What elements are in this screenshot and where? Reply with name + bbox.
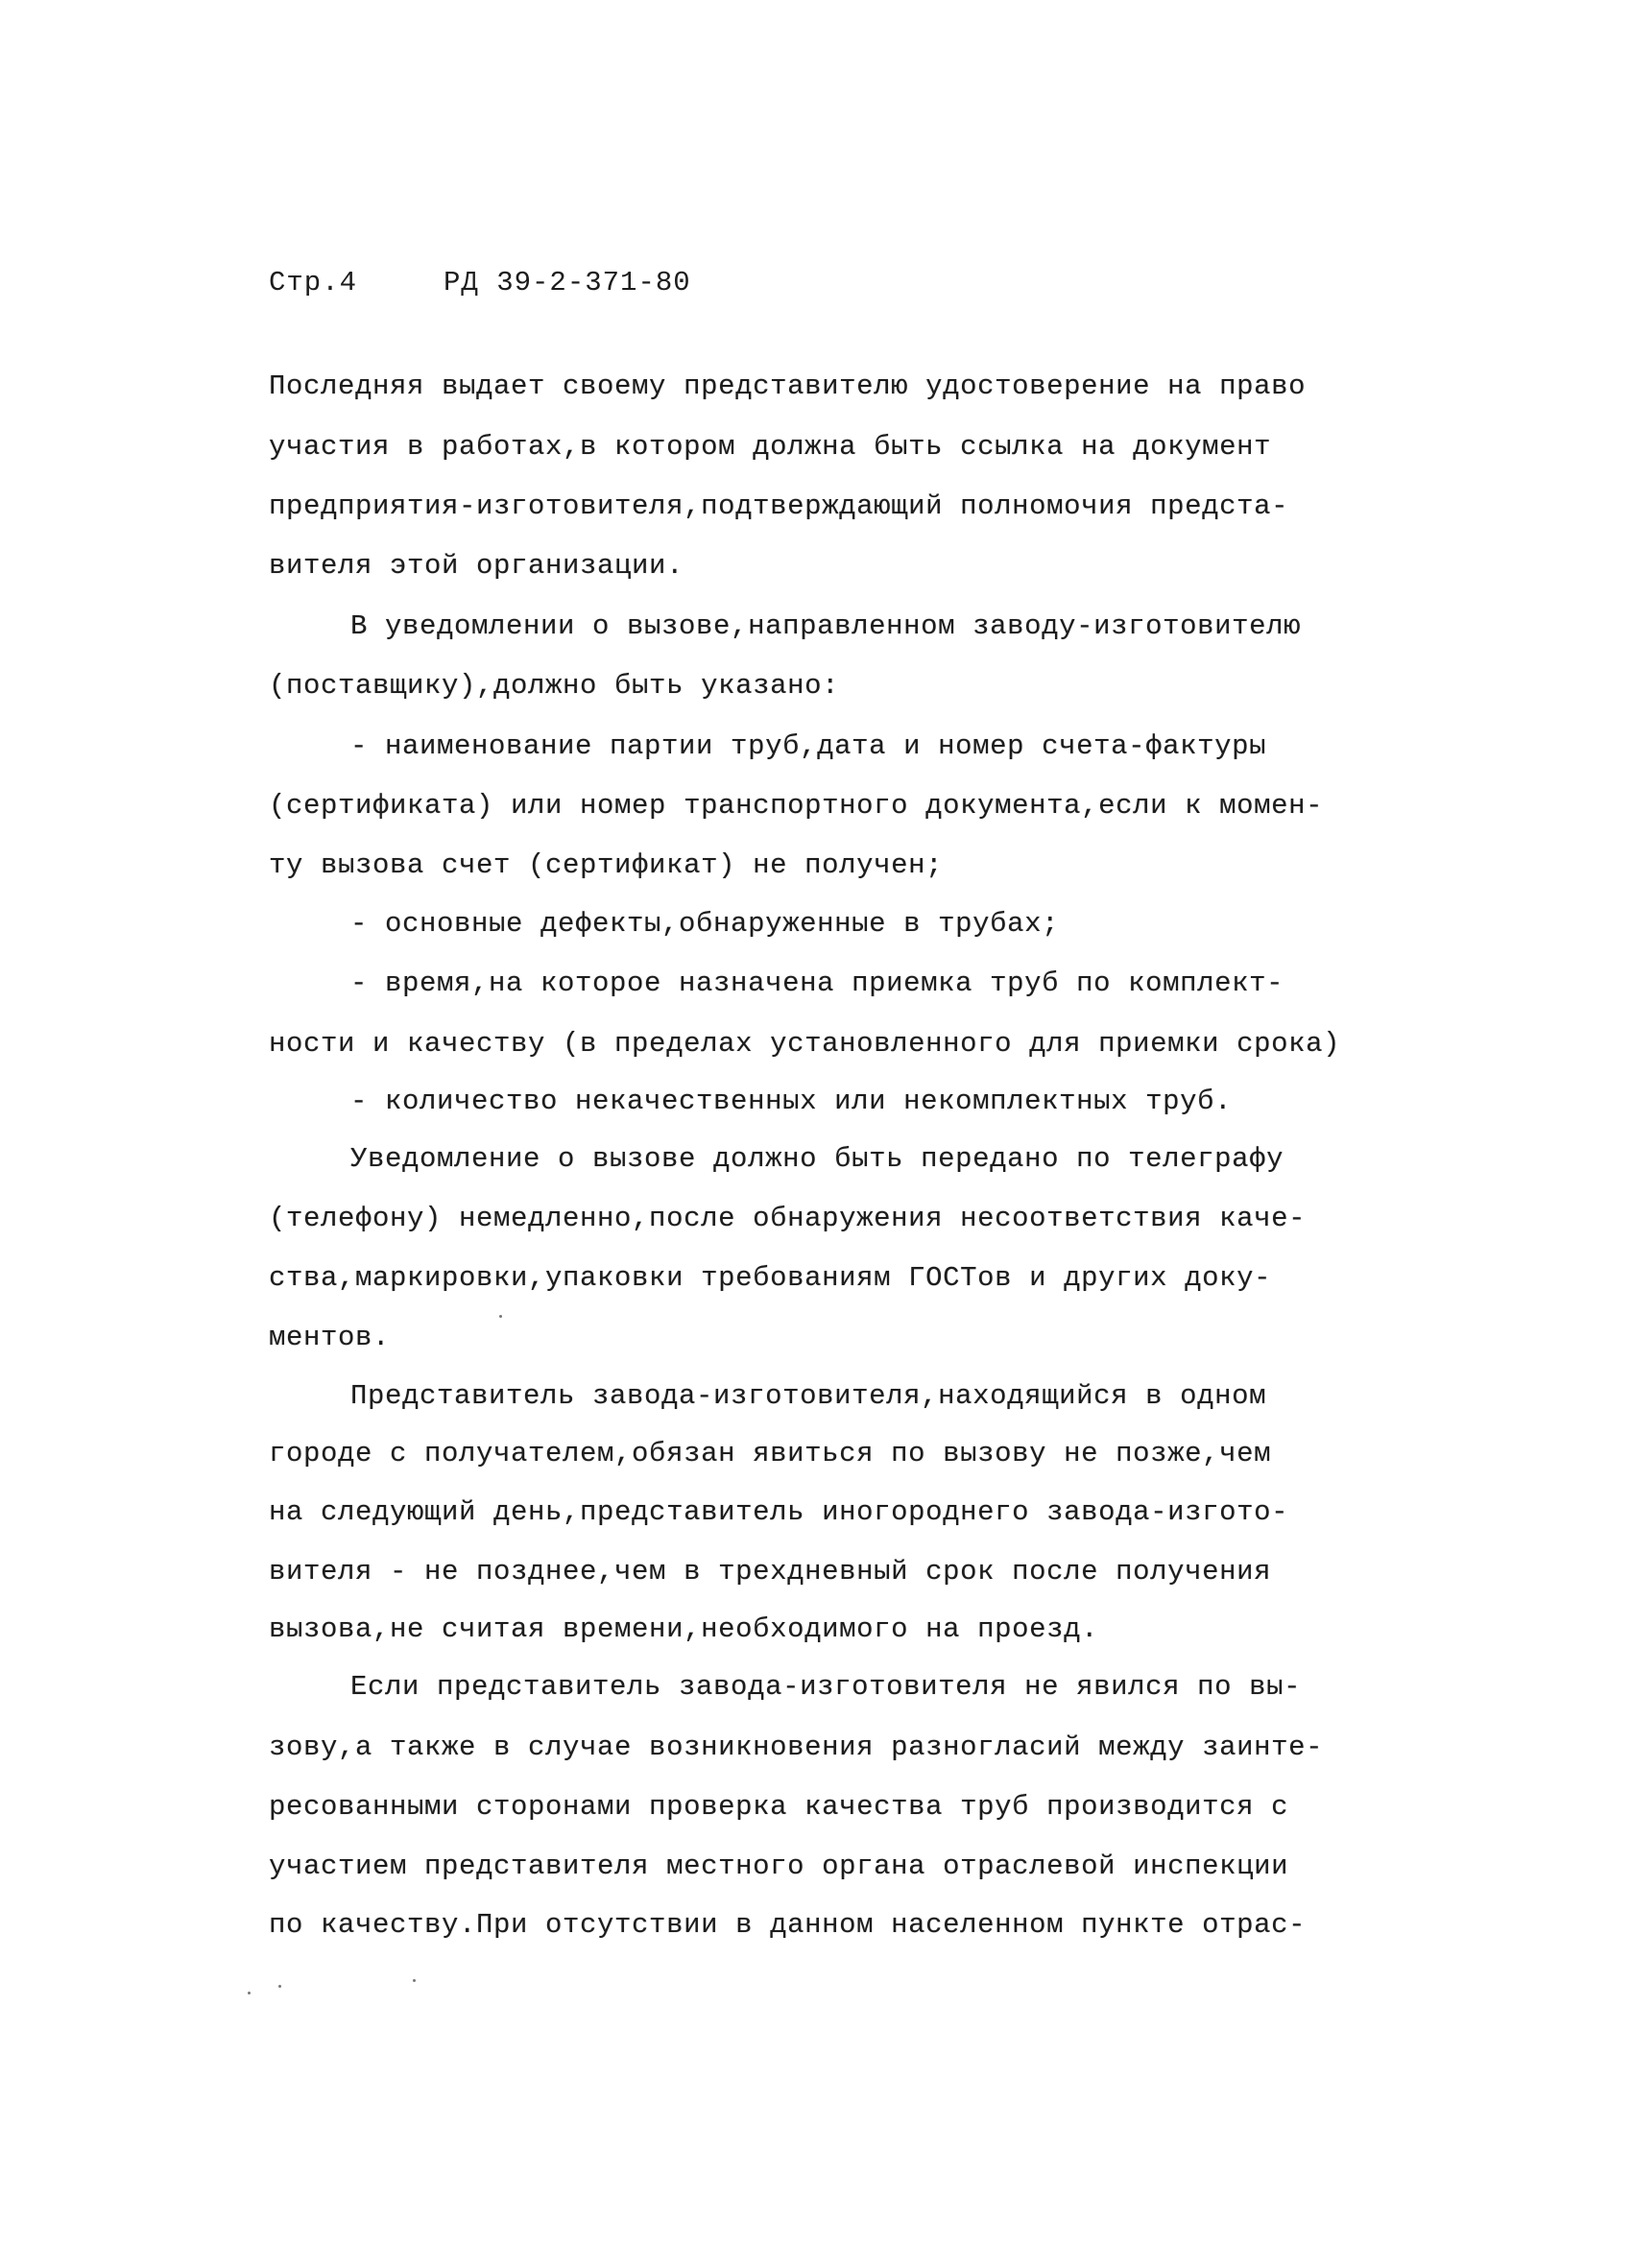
text-line: ментов. — [269, 1322, 391, 1353]
text-line: (поставщику),должно быть указано: — [269, 670, 840, 702]
text-line: Последняя выдает своему представителю удостоверение на право — [269, 370, 1307, 402]
scan-speck — [278, 1985, 281, 1988]
text-line: В уведомлении о вызове,направленном заводу-изготовителю — [350, 610, 1302, 642]
text-line: вызова,не считая времени,необходимого на проезд. — [269, 1613, 1099, 1645]
text-line: ресованными сторонами проверка качества труб производится с — [269, 1791, 1289, 1823]
text-line: (сертификата) или номер транспортного документа,если к момен- — [269, 790, 1324, 822]
text-line: (телефону) немедленно,после обнаружения несоответствия каче- — [269, 1203, 1307, 1234]
document-code: РД 39-2-371-80 — [444, 267, 691, 298]
text-line: Представитель завода-изготовителя,находящийся в одном — [350, 1380, 1267, 1412]
text-line: участием представителя местного органа отраслевой инспекции — [269, 1850, 1289, 1882]
list-item: - основные дефекты,обнаруженные в трубах; — [350, 908, 1060, 940]
scan-speck — [413, 1979, 416, 1982]
text-line: зову,а также в случае возникновения разногласий между заинте- — [269, 1731, 1324, 1763]
text-line: по качеству.При отсутствии в данном населенном пункте отрас- — [269, 1909, 1307, 1941]
list-item: - время,на которое назначена приемка труб по комплект- — [350, 967, 1284, 999]
text-line: вителя этой организации. — [269, 550, 684, 582]
text-line: городе с получателем,обязан явиться по вызову не позже,чем — [269, 1438, 1272, 1469]
text-line: ства,маркировки,упаковки требованиям ГОСТов и других доку- — [269, 1262, 1272, 1294]
text-line: предприятия-изготовителя,подтверждающий полномочия предста- — [269, 490, 1289, 522]
page-number: Стр.4 — [269, 267, 358, 298]
text-line: участия в работах,в котором должна быть ссылка на документ — [269, 431, 1272, 463]
list-item: - наименование партии труб,дата и номер счета-фактуры — [350, 730, 1267, 762]
text-line: Уведомление о вызове должно быть передано по телеграфу — [350, 1143, 1284, 1175]
text-line: Если представитель завода-изготовителя не явился по вы- — [350, 1671, 1302, 1703]
text-line: ности и качеству (в пределах установленного для приемки срока) — [269, 1028, 1341, 1060]
page-header — [269, 267, 691, 298]
text-line: ту вызова счет (сертификат) не получен; — [269, 849, 944, 881]
text-line: на следующий день,представитель иногороднего завода-изгото- — [269, 1496, 1289, 1528]
scan-speck — [499, 1315, 502, 1318]
text-line: вителя - не позднее,чем в трехдневный срок после получения — [269, 1556, 1272, 1588]
list-item: - количество некачественных или некомплектных труб. — [350, 1086, 1233, 1117]
scan-speck — [248, 1992, 251, 1994]
